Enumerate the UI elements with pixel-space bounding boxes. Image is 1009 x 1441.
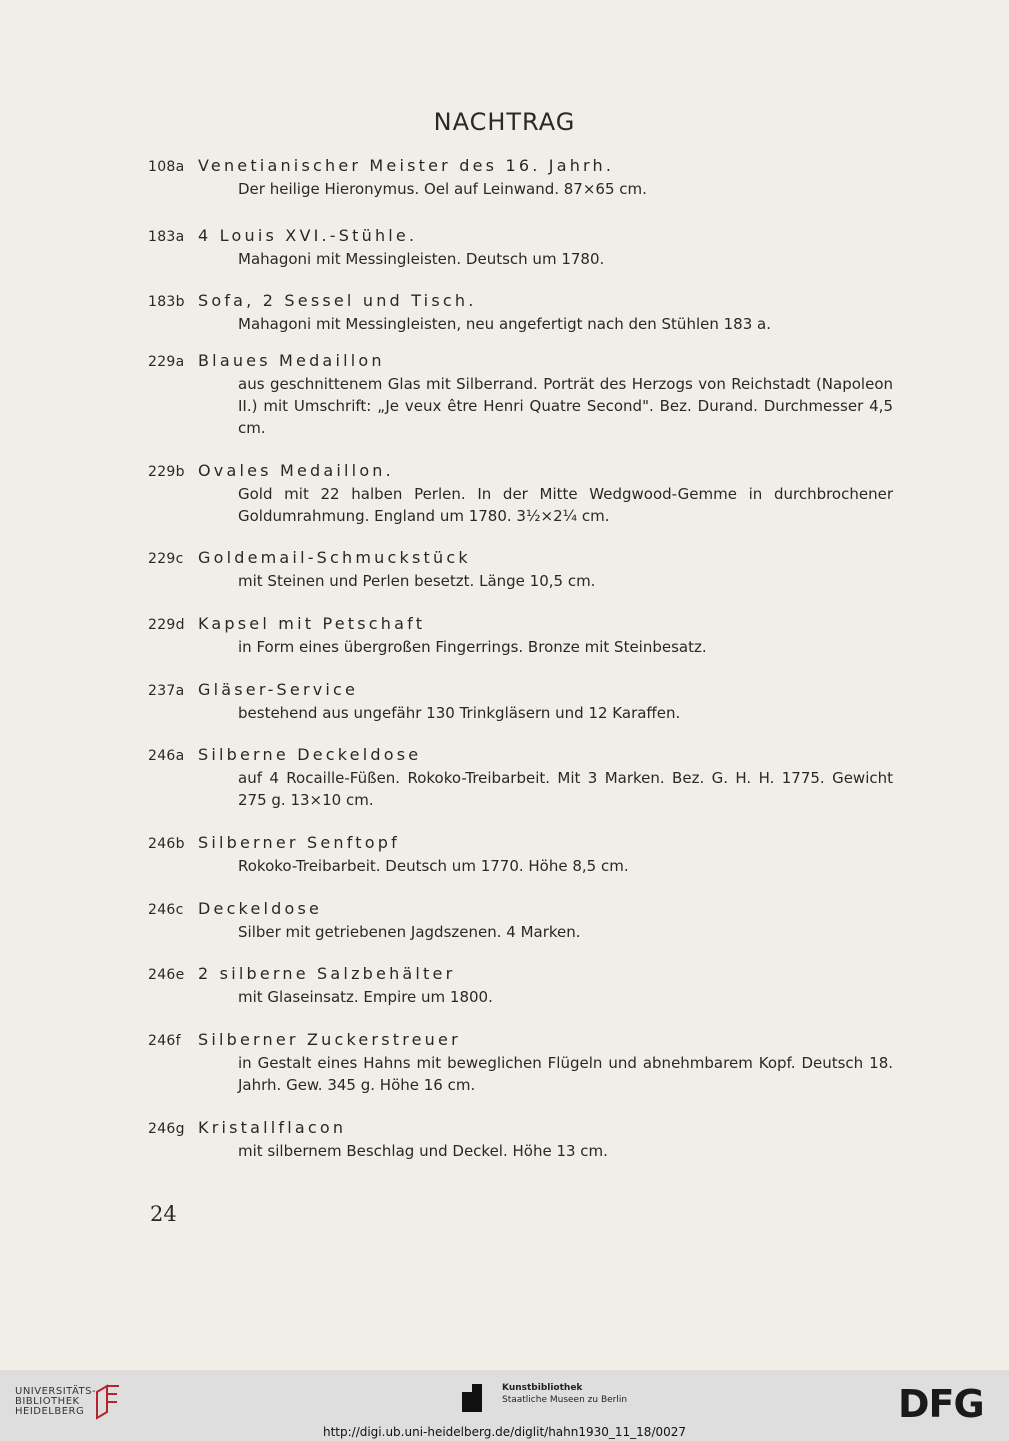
lot-description: Gold mit 22 halben Perlen. In der Mitte Wedgwood-Gemme in durchbrochener Goldumrahmung. England um 1780. 3½×2¼ cm. [238, 485, 893, 525]
lot-number: 246f [148, 1033, 181, 1049]
catalog-entry [148, 290, 908, 335]
catalog-entry [148, 744, 908, 811]
ub-line1: UNIVERSITÄTS- [15, 1386, 97, 1397]
lot-description: Silber mit getriebenen Jagdszenen. 4 Marken. [238, 923, 581, 941]
lot-heading: 2 silberne Salzbehälter [198, 964, 456, 983]
lot-description: Rokoko-Treibarbeit. Deutsch um 1770. Höhe 8,5 cm. [238, 857, 629, 875]
viewer-footer [0, 1370, 1009, 1441]
catalog-entry [148, 832, 908, 877]
catalog-entry [148, 547, 908, 592]
lot-heading: Gläser-Service [198, 680, 359, 699]
permalink-url[interactable]: http://digi.ub.uni-heidelberg.de/diglit/hahn1930_11_18/0027 [322, 1425, 687, 1439]
kb-line2: Staatliche Museen zu Berlin [502, 1395, 628, 1405]
lot-heading: Kapsel mit Petschaft [198, 614, 426, 633]
lot-number: 246c [148, 902, 184, 918]
lot-number: 246a [148, 748, 185, 764]
lot-description: Der heilige Hieronymus. Oel auf Leinwand. 87×65 cm. [238, 180, 647, 198]
lot-number: 183a [148, 229, 185, 245]
kunstbibliothek-logo-icon[interactable] [462, 1384, 492, 1414]
ub-line2: BIBLIOTHEK [15, 1396, 80, 1407]
ub-heidelberg-logo-icon[interactable] [93, 1382, 123, 1422]
lot-description: Mahagoni mit Messingleisten. Deutsch um 1780. [238, 250, 605, 268]
lot-heading: Venetianischer Meister des 16. Jahrh. [198, 156, 615, 175]
lot-description: mit silbernem Beschlag und Deckel. Höhe 13 cm. [238, 1142, 608, 1160]
lot-number: 229c [148, 551, 184, 567]
lot-description: in Gestalt eines Hahns mit beweglichen Flügeln und abnehmbarem Kopf. Deutsch 18. Jahrh. Gew. 345 g. Höhe 16 cm. [238, 1054, 893, 1094]
catalog-entry [148, 898, 908, 943]
lot-number: 246b [148, 836, 185, 852]
page-title: NACHTRAG [433, 108, 576, 136]
lot-description: auf 4 Rocaille-Füßen. Rokoko-Treibarbeit. Mit 3 Marken. Bez. G. H. H. 1775. Gewicht 275 g. 13×10 cm. [238, 769, 893, 809]
lot-heading: Kristallflacon [198, 1118, 347, 1137]
catalog-entry [148, 460, 908, 527]
catalog-entry [148, 963, 908, 1008]
kunstbibliothek-label [502, 1382, 627, 1406]
lot-description: Mahagoni mit Messingleisten, neu angefertigt nach den Stühlen 183 a. [238, 315, 771, 333]
lot-heading: Silberner Zuckerstreuer [198, 1030, 461, 1049]
catalog-entry [148, 613, 908, 658]
lot-heading: Blaues Medaillon [198, 351, 385, 370]
lot-heading: Silberne Deckeldose [198, 745, 422, 764]
catalog-entry [148, 350, 908, 439]
lot-number: 246e [148, 967, 185, 983]
dfg-logo[interactable]: DFG [898, 1382, 984, 1426]
ub-line3: HEIDELBERG [15, 1406, 85, 1417]
lot-number: 229b [148, 464, 185, 480]
catalog-entry [148, 1029, 908, 1096]
lot-description: in Form eines übergroßen Fingerrings. Bronze mit Steinbesatz. [238, 638, 707, 656]
ub-heidelberg-label [15, 1387, 96, 1417]
catalog-entry [148, 155, 908, 200]
page-number: 24 [150, 1202, 177, 1226]
lot-heading: Deckeldose [198, 899, 323, 918]
catalog-entry [148, 1117, 908, 1162]
kb-line1: Kunstbibliothek [502, 1383, 583, 1393]
lot-heading: Ovales Medaillon. [198, 461, 394, 480]
catalog-entry [148, 679, 908, 724]
lot-description: bestehend aus ungefähr 130 Trinkgläsern und 12 Karaffen. [238, 704, 681, 722]
lot-number: 183b [148, 294, 185, 310]
lot-description: mit Steinen und Perlen besetzt. Länge 10,5 cm. [238, 572, 596, 590]
lot-number: 229a [148, 354, 185, 370]
lot-description: aus geschnittenem Glas mit Silberrand. Porträt des Herzogs von Reichstadt (Napoleon II.) mit Umschrift: „Je veux être Henri Quatre Second". Bez. Durand. Durchmesser 4,5 cm. [238, 375, 893, 437]
lot-number: 237a [148, 683, 185, 699]
lot-description: mit Glaseinsatz. Empire um 1800. [238, 988, 493, 1006]
lot-number: 108a [148, 159, 185, 175]
lot-heading: 4 Louis XVI.-Stühle. [198, 226, 418, 245]
lot-heading: Goldemail-Schmuckstück [198, 548, 471, 567]
lot-heading: Sofa, 2 Sessel und Tisch. [198, 291, 477, 310]
lot-number: 246g [148, 1121, 185, 1137]
catalog-entry [148, 225, 908, 270]
lot-heading: Silberner Senftopf [198, 833, 400, 852]
lot-number: 229d [148, 617, 185, 633]
